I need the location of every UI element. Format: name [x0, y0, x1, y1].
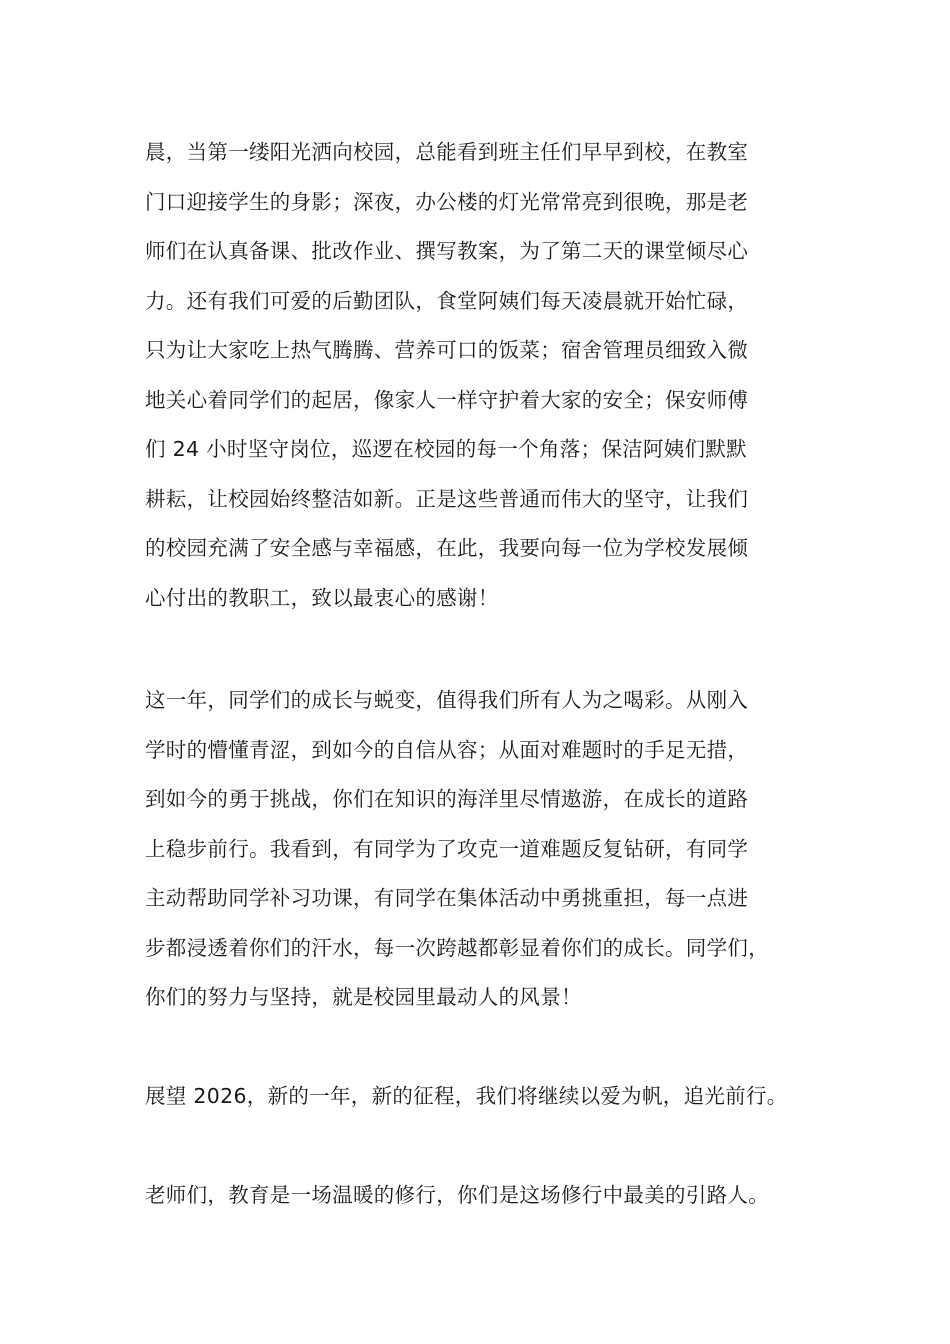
text-line: 到如今的勇于挑战，你们在知识的海洋里尽情遨游，在成长的道路	[145, 787, 749, 811]
paragraph-outlook	[145, 1072, 835, 1122]
text-line: 心付出的教职工，致以最衷心的感谢！	[145, 585, 499, 610]
text-line: 地关心着同学们的起居，像家人一样守护着大家的安全；保安师傅	[145, 387, 749, 412]
text-line: 步都浸透着你们的汗水，每一次跨越都彰显着你们的成长。同学们，	[145, 935, 769, 960]
text-line: 们 24 小时坚守岗位，巡逻在校园的每一个角落；保洁阿姨们默默	[145, 437, 747, 461]
text-line: 展望 2026，新的一年，新的征程，我们将继续以爱为帆，追光前行。	[145, 1084, 788, 1108]
text-line: 师们在认真备课、批改作业、撰写教案，为了第二天的课堂倾尽心	[145, 239, 749, 263]
text-line: 晨，当第一缕阳光洒向校园，总能看到班主任们早早到校，在教室	[145, 140, 749, 164]
text-line: 耕耘，让校园始终整洁如新。正是这些普通而伟大的坚守，让我们	[145, 486, 749, 511]
text-line: 主动帮助同学补习功课，有同学在集体活动中勇挑重担，每一点进	[145, 886, 749, 910]
paragraph-teachers	[145, 1171, 835, 1221]
text-line: 只为让大家吃上热气腾腾、营养可口的饭菜；宿舍管理员细致入微	[145, 338, 749, 362]
text-line: 的校园充满了安全感与幸福感，在此，我要向每一位为学校发展倾	[145, 536, 749, 560]
text-line: 你们的努力与坚持，就是校园里最动人的风景！	[145, 985, 582, 1009]
text-line: 这一年，同学们的成长与蜕变，值得我们所有人为之喝彩。从刚入	[145, 688, 749, 712]
paragraph-staff-thanks	[145, 128, 835, 623]
paragraph-student-growth	[145, 676, 835, 1023]
text-line: 学时的懵懂青涩，到如今的自信从容；从面对难题时的手足无措，	[145, 737, 749, 762]
text-line: 老师们，教育是一场温暖的修行，你们是这场修行中最美的引路人。	[145, 1183, 769, 1207]
text-line: 力。还有我们可爱的后勤团队，食堂阿姨们每天凌晨就开始忙碌，	[145, 288, 749, 313]
text-line: 门口迎接学生的身影；深夜，办公楼的灯光常常亮到很晚，那是老	[145, 189, 749, 214]
text-line: 上稳步前行。我看到，有同学为了攻克一道难题反复钻研，有同学	[145, 836, 749, 861]
